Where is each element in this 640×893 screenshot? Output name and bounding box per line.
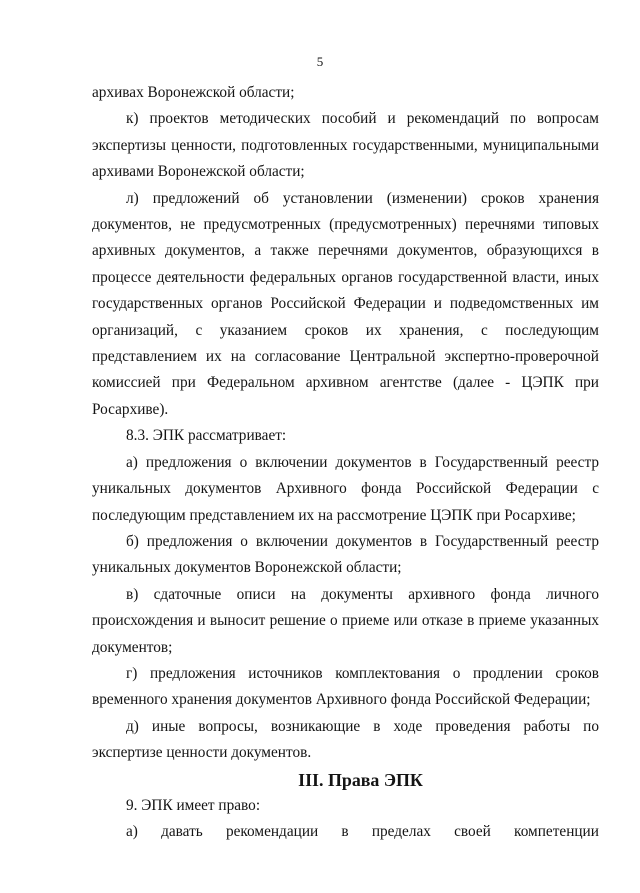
paragraph-b: б) предложения о включении документов в Государственный реестр уникальных документов Воронежской области; xyxy=(92,532,599,577)
paragraph-d: д) иные вопросы, возникающие в ходе проведения работы по экспертизе ценности документов. xyxy=(92,717,599,762)
word: в xyxy=(341,823,349,841)
paragraph-archives-tail: архивах Воронежской области; xyxy=(92,84,295,101)
section-heading: III. Права ЭПК xyxy=(298,769,423,790)
word: пределах xyxy=(371,823,431,841)
paragraph-g: г) предложения источников комплектования о продлении сроков временного хранения документов Архивного фонда Российской Федерации; xyxy=(92,664,599,709)
word: давать xyxy=(161,823,203,841)
page-number: 5 xyxy=(316,54,324,69)
word: а) xyxy=(126,823,138,841)
word: своей xyxy=(454,823,491,841)
paragraph-k: к) проектов методических пособий и рекомендаций по вопросам экспертизы ценности, подготовленных государственными, муниципальными архивами Воронежской области; xyxy=(92,110,599,181)
document-body xyxy=(92,80,599,846)
paragraph-l: л) предложений об установлении (изменении) сроков хранения документов, не предусмотренных (предусмотренных) перечнями типовых архивных документов, а также перечнями документов, образующихся в процессе деятельности федеральных органов государственной власти, иных государственных органов Российской Федерации и подведомственных им организаций, с указанием сроков их хранения, с последующим представлением их на согласование Центральной экспертно-проверочной комиссией при Федеральном архивном агентстве (далее - ЦЭПК при Росархиве). xyxy=(92,189,599,418)
paragraph-8-3: 8.3. ЭПК рассматривает: xyxy=(126,427,287,445)
paragraph-9-a-first-line xyxy=(92,819,599,845)
paragraph-9: 9. ЭПК имеет право: xyxy=(126,796,261,814)
word: компетенции xyxy=(514,823,599,841)
paragraph-v: в) сдаточные описи на документы архивного фонда личного происхождения и выносит решение о приеме или отказе в приеме указанных документов; xyxy=(92,585,599,656)
word: рекомендации xyxy=(225,823,319,841)
paragraph-a: а) предложения о включении документов в Государственный реестр уникальных документов Архивного фонда Российской Федерации с последующим представлением их на рассмотрение ЦЭПК при Росархиве; xyxy=(92,453,599,524)
